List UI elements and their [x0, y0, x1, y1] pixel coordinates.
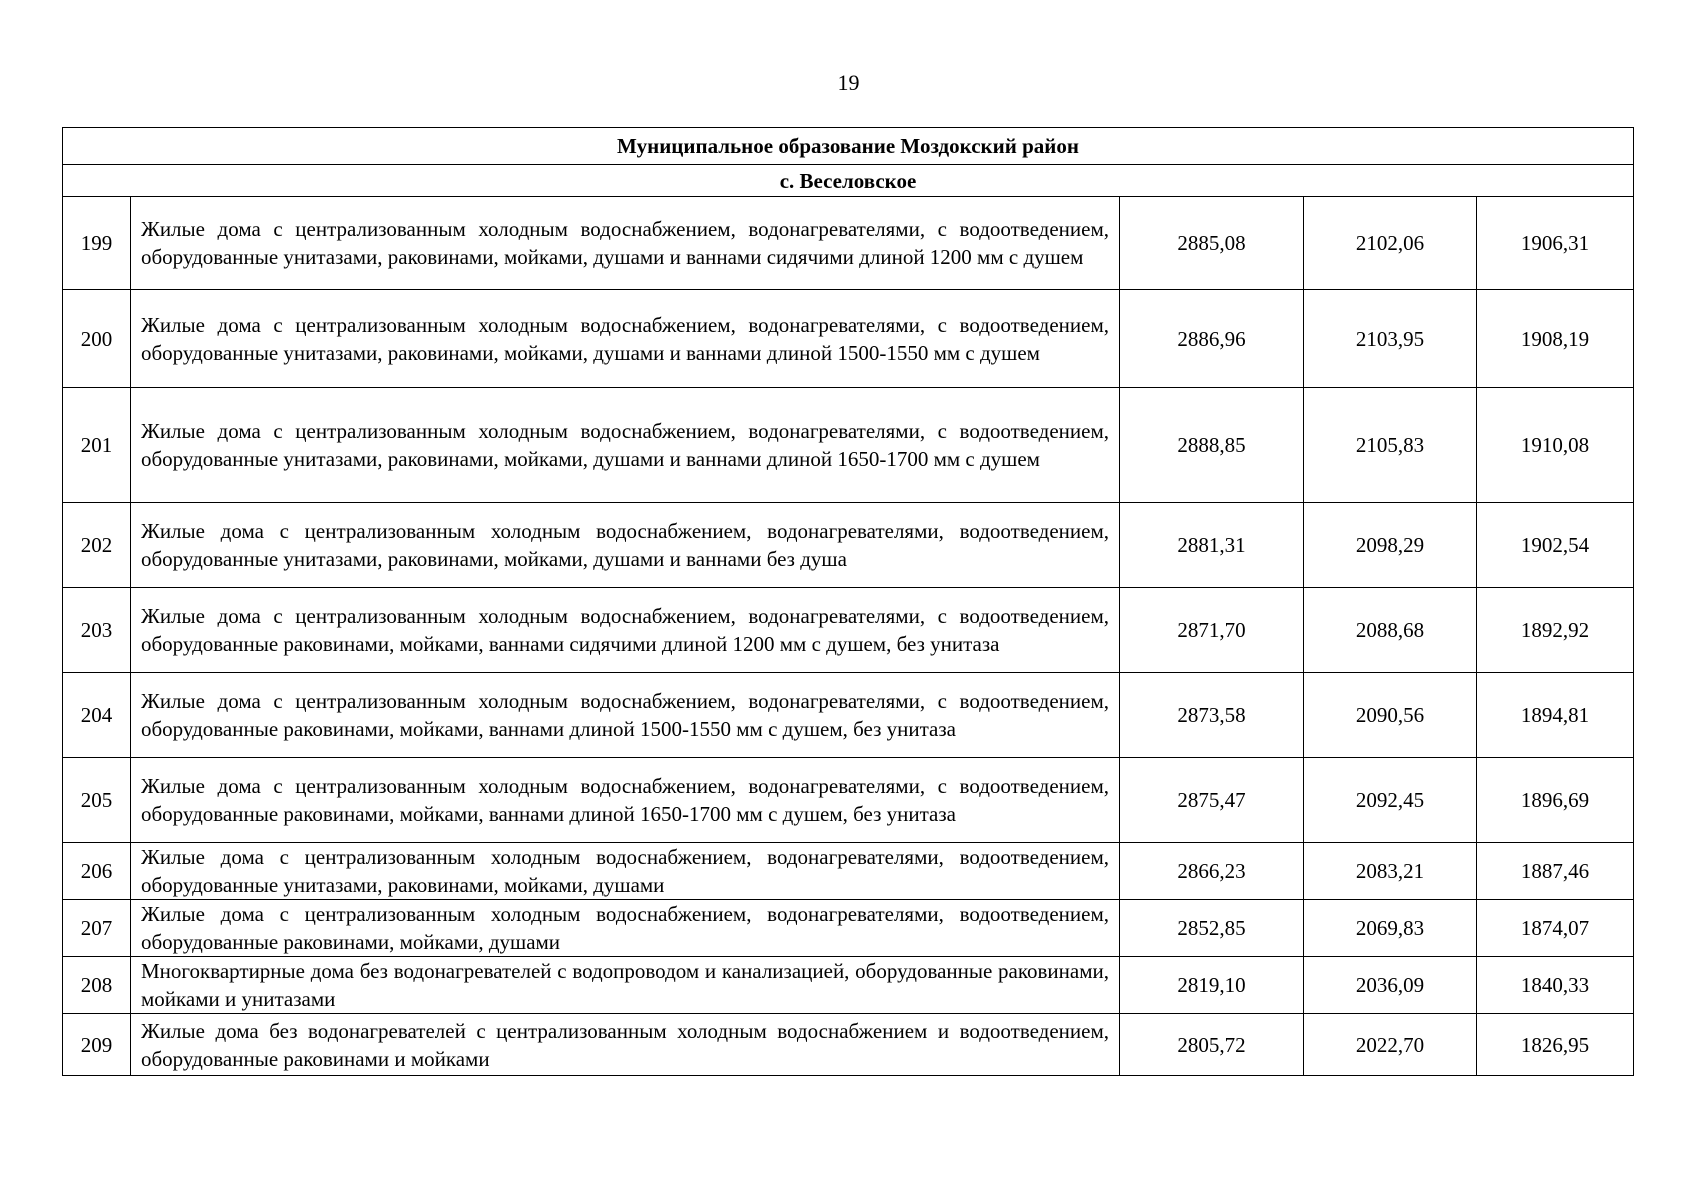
row-number: 203	[63, 588, 131, 673]
row-value-1: 2819,10	[1120, 957, 1304, 1014]
table-row	[63, 843, 1634, 900]
row-number: 202	[63, 503, 131, 588]
settlement-header-row	[63, 165, 1634, 197]
table-row	[63, 673, 1634, 758]
row-description: Жилые дома с централизованным холодным водоснабжением, водонагревателями, с водоотведением, оборудованные унитазами, раковинами, мойками, душами и ваннами длиной 1650-1700 мм с душем	[131, 388, 1120, 503]
row-value-1: 2886,96	[1120, 290, 1304, 388]
row-value-1: 2881,31	[1120, 503, 1304, 588]
table-row	[63, 1014, 1634, 1076]
row-number: 208	[63, 957, 131, 1014]
settlement-title: с. Веселовское	[63, 165, 1634, 197]
table-row	[63, 758, 1634, 843]
row-number: 199	[63, 197, 131, 290]
municipality-title: Муниципальное образование Моздокский район	[63, 128, 1634, 165]
row-value-3: 1906,31	[1477, 197, 1634, 290]
row-value-2: 2022,70	[1304, 1014, 1477, 1076]
row-number: 204	[63, 673, 131, 758]
row-number: 206	[63, 843, 131, 900]
row-number: 201	[63, 388, 131, 503]
row-number: 209	[63, 1014, 131, 1076]
row-description: Жилые дома с централизованным холодным водоснабжением, водонагревателями, водоотведением, оборудованные раковинами, мойками, душами	[131, 900, 1120, 957]
row-value-1: 2871,70	[1120, 588, 1304, 673]
row-value-2: 2098,29	[1304, 503, 1477, 588]
table-row	[63, 900, 1634, 957]
row-value-2: 2092,45	[1304, 758, 1477, 843]
row-number: 207	[63, 900, 131, 957]
row-number: 200	[63, 290, 131, 388]
row-value-3: 1902,54	[1477, 503, 1634, 588]
table-row	[63, 588, 1634, 673]
row-description: Многоквартирные дома без водонагревателей с водопроводом и канализацией, оборудованные раковинами, мойками и унитазами	[131, 957, 1120, 1014]
row-value-3: 1826,95	[1477, 1014, 1634, 1076]
page-number: 19	[837, 70, 860, 95]
row-value-1: 2888,85	[1120, 388, 1304, 503]
row-value-2: 2090,56	[1304, 673, 1477, 758]
row-description: Жилые дома с централизованным холодным водоснабжением, водонагревателями, с водоотведением, оборудованные раковинами, мойками, ваннами длиной 1650-1700 мм с душем, без унитаза	[131, 758, 1120, 843]
row-value-2: 2083,21	[1304, 843, 1477, 900]
tariff-table	[62, 127, 1634, 1076]
row-value-3: 1840,33	[1477, 957, 1634, 1014]
row-description: Жилые дома без водонагревателей с централизованным холодным водоснабжением и водоотведением, оборудованные раковинами и мойками	[131, 1014, 1120, 1076]
row-value-3: 1892,92	[1477, 588, 1634, 673]
row-value-2: 2105,83	[1304, 388, 1477, 503]
row-description: Жилые дома с централизованным холодным водоснабжением, водонагревателями, водоотведением, оборудованные унитазами, раковинами, мойками, душами и ваннами без душа	[131, 503, 1120, 588]
row-description: Жилые дома с централизованным холодным водоснабжением, водонагревателями, водоотведением, оборудованные унитазами, раковинами, мойками, душами	[131, 843, 1120, 900]
table-row	[63, 388, 1634, 503]
row-description: Жилые дома с централизованным холодным водоснабжением, водонагревателями, с водоотведением, оборудованные раковинами, мойками, ваннами длиной 1500-1550 мм с душем, без унитаза	[131, 673, 1120, 758]
row-value-3: 1896,69	[1477, 758, 1634, 843]
row-value-3: 1874,07	[1477, 900, 1634, 957]
table-row	[63, 197, 1634, 290]
row-value-1: 2875,47	[1120, 758, 1304, 843]
row-value-1: 2805,72	[1120, 1014, 1304, 1076]
row-value-1: 2852,85	[1120, 900, 1304, 957]
row-description: Жилые дома с централизованным холодным водоснабжением, водонагревателями, с водоотведением, оборудованные унитазами, раковинами, мойками, душами и ваннами длиной 1500-1550 мм с душем	[131, 290, 1120, 388]
table-row	[63, 503, 1634, 588]
row-value-2: 2103,95	[1304, 290, 1477, 388]
row-value-3: 1894,81	[1477, 673, 1634, 758]
row-value-1: 2866,23	[1120, 843, 1304, 900]
row-description: Жилые дома с централизованным холодным водоснабжением, водонагревателями, с водоотведением, оборудованные раковинами, мойками, ваннами сидячими длиной 1200 мм с душем, без унитаза	[131, 588, 1120, 673]
row-value-2: 2036,09	[1304, 957, 1477, 1014]
row-value-3: 1887,46	[1477, 843, 1634, 900]
row-value-2: 2088,68	[1304, 588, 1477, 673]
row-description: Жилые дома с централизованным холодным водоснабжением, водонагревателями, с водоотведением, оборудованные унитазами, раковинами, мойками, душами и ваннами сидячими длиной 1200 мм с душем	[131, 197, 1120, 290]
table-row	[63, 957, 1634, 1014]
row-value-2: 2102,06	[1304, 197, 1477, 290]
row-value-3: 1908,19	[1477, 290, 1634, 388]
row-value-1: 2873,58	[1120, 673, 1304, 758]
table-row	[63, 290, 1634, 388]
row-value-1: 2885,08	[1120, 197, 1304, 290]
row-value-3: 1910,08	[1477, 388, 1634, 503]
row-number: 205	[63, 758, 131, 843]
municipality-header-row	[63, 128, 1634, 165]
row-value-2: 2069,83	[1304, 900, 1477, 957]
